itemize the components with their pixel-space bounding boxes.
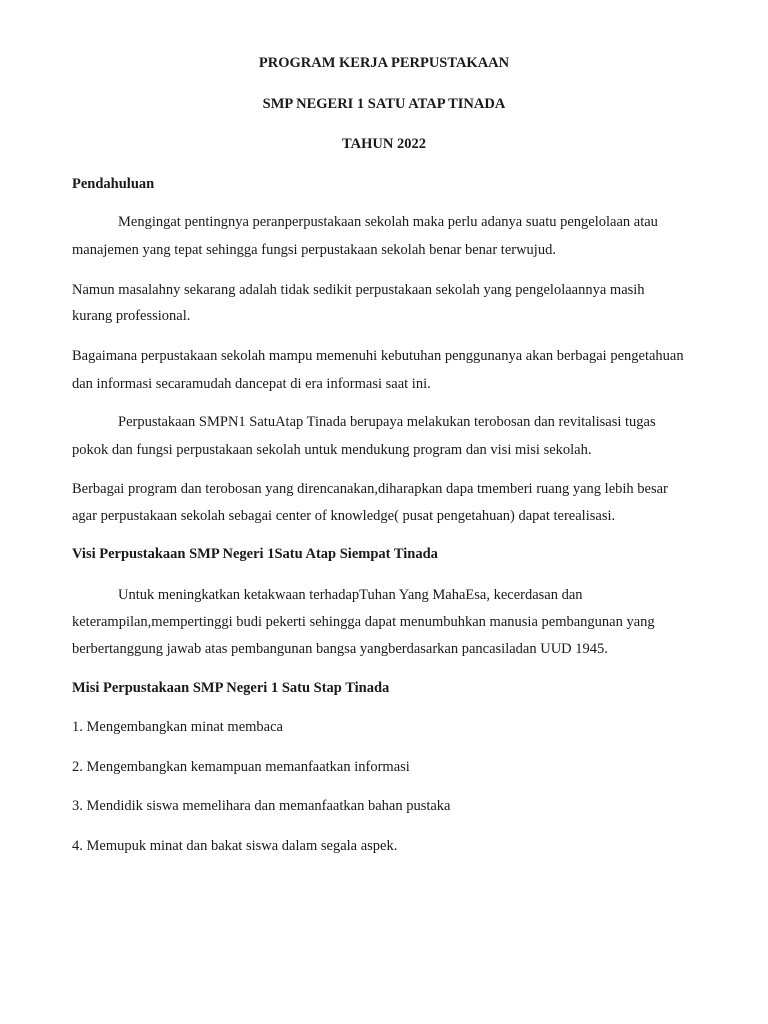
text-line: Untuk meningkatkan ketakwaan terhadapTuhan Yang MahaEsa, kecerdasan dan [118,587,583,603]
misi-list-item: 1. Mengembangkan minat membaca [72,719,283,735]
text-line: Berbagai program dan terobosan yang direncanakan,diharapkan dapa tmemberi ruang yang lebih besar [72,481,668,497]
text-line: pokok dan fungsi perpustakaan sekolah untuk mendukung program dan visi misi sekolah. [72,442,592,458]
text-line: Perpustakaan SMPN1 SatuAtap Tinada berupaya melakukan terobosan dan revitalisasi tugas [118,414,656,430]
text-line: keterampilan,mempertinggi budi pekerti sehingga dapat menumbuhkan manusia pembangunan yang [72,614,655,630]
misi-list-item: 4. Memupuk minat dan bakat siswa dalam segala aspek. [72,838,398,854]
text-line: Bagaimana perpustakaan sekolah mampu memenuhi kebutuhan penggunanya akan berbagai pengetahuan [72,348,684,364]
pendahuluan-heading: Pendahuluan [72,176,155,192]
misi-list-item: 3. Mendidik siswa memelihara dan memanfaatkan bahan pustaka [72,798,451,814]
text-line: dan informasi secaramudah dancepat di era informasi saat ini. [72,376,431,392]
document-title: PROGRAM KERJA PERPUSTAKAAN [258,55,510,71]
year-heading: TAHUN 2022 [342,136,426,152]
text-line: agar perpustakaan sekolah sebagai center of knowledge( pusat pengetahuan) dapat terealisasi. [72,508,616,524]
text-line: Namun masalahny sekarang adalah tidak sedikit perpustakaan sekolah yang pengelolaannya masih [72,282,645,298]
school-name: SMP NEGERI 1 SATU ATAP TINADA [262,96,506,112]
misi-heading: Misi Perpustakaan SMP Negeri 1 Satu Stap Tinada [72,680,390,696]
text-line: Mengingat pentingnya peranperpustakaan sekolah maka perlu adanya suatu pengelolaan atau [118,214,658,230]
text-line: manajemen yang tepat sehingga fungsi perpustakaan sekolah benar benar terwujud. [72,242,556,258]
text-line: berbertanggung jawab atas pembangunan bangsa yangberdasarkan pancasiladan UUD 1945. [72,641,608,657]
visi-heading: Visi Perpustakaan SMP Negeri 1Satu Atap Siempat Tinada [72,546,438,562]
misi-list-item: 2. Mengembangkan kemampuan memanfaatkan informasi [72,759,410,775]
text-line: kurang professional. [72,308,191,324]
